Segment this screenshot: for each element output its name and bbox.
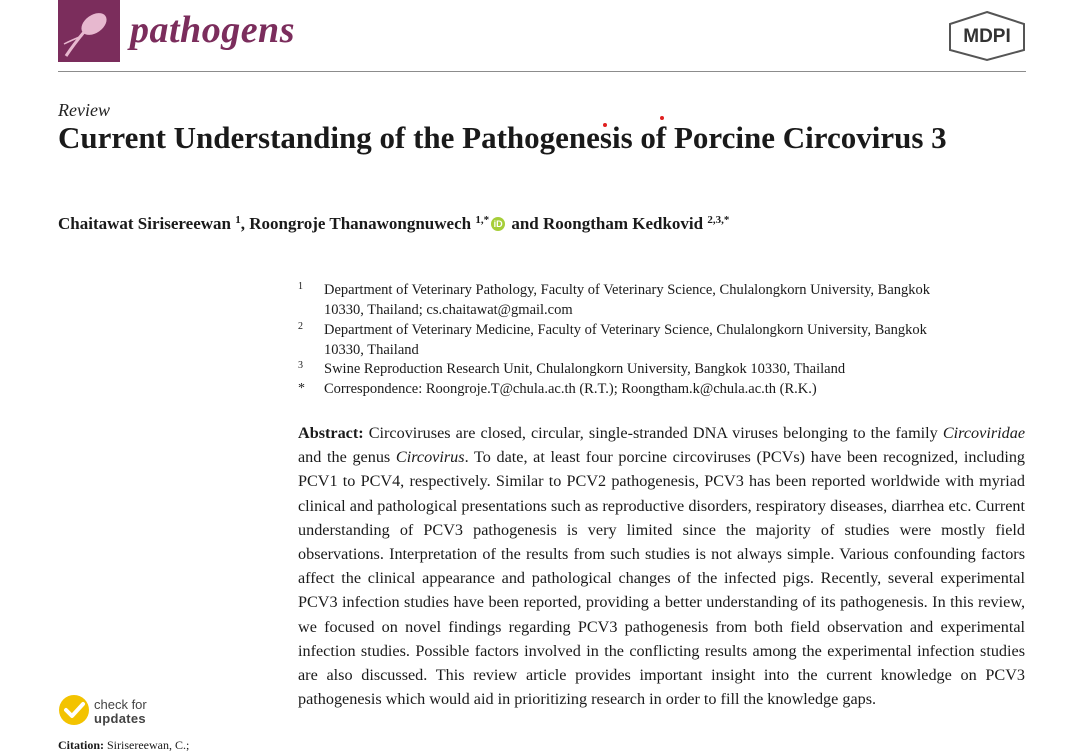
journal-logo — [58, 0, 120, 62]
article-title: Current Understanding of the Pathogenesis of Porcine Circovirus 3 — [58, 120, 947, 155]
author-name[interactable]: Chaitawat Sirisereewan — [58, 214, 231, 233]
check-updates-icon — [58, 694, 90, 726]
affiliation-marker: 2 — [298, 321, 303, 332]
author-name[interactable]: Roongroje Thanawongnuwech — [249, 214, 472, 233]
check-updates-line1[interactable]: check for — [94, 697, 147, 712]
affiliation-marker: 3 — [298, 360, 303, 371]
author-list — [58, 214, 729, 234]
header-divider — [58, 71, 1026, 72]
author-separator: , — [240, 214, 250, 233]
abstract-text: . To date, at least four porcine circoviruses (PCVs) have been recognized, including PCV1 to PCV4, respectively. Similar to PCV2 pathogenesis, PCV3 has been reported worldwide with myriad clinical and pathological presentations such as reproductive disorders, respiratory diseases, diarrhea etc. Current understanding of PCV3 pathogenesis is very limited since the majority of studies were mostly field observations. Interpretation of the results from such studies is not always simple. Various confounding factors affect the clinical appearance and pathological changes of the infected pigs. Recently, several experimental PCV3 infection studies have been reported, providing a better understanding of its pathogenesis. In this review, we focused on novel findings regarding PCV3 pathogenesis from both field observation and experimental infection studies. Possible factors involved in the conflicting results among the experimental infection studies are also discussed. This review article provides important insight into the current knowledge on PCV3 pathogenesis which would aid in prioritizing research in order to fill the knowledge gaps. — [298, 448, 1026, 709]
affiliation-text: Swine Reproduction Research Unit, Chulalongkorn University, Bangkok 10330, Thailand — [324, 361, 846, 377]
abstract-text: Circoviruses are closed, circular, single-stranded DNA viruses belonging to the family — [368, 424, 938, 442]
correspondence-text: Correspondence: Roongroje.T@chula.ac.th (R.T.); Roongtham.k@chula.ac.th (R.K.) — [324, 381, 817, 397]
affiliation-text: Department of Veterinary Medicine, Faculty of Veterinary Science, Chulalongkorn University, Bangkok 10330, Thailand — [324, 322, 927, 358]
publisher-name: MDPI — [963, 26, 1011, 47]
pathogen-logo-icon — [58, 0, 120, 62]
author-affiliation-marker: 1 — [235, 214, 241, 226]
abstract-label: Abstract: — [298, 424, 364, 442]
abstract-text: and the genus — [298, 448, 391, 467]
citation-label: Citation: — [58, 738, 104, 752]
orcid-icon[interactable]: iD — [491, 217, 505, 231]
author-affiliation-marker: 1,* — [475, 214, 490, 226]
check-for-updates-badge[interactable] — [58, 694, 90, 731]
abstract — [298, 421, 1025, 711]
citation — [58, 738, 189, 753]
author-name[interactable]: Roongtham Kedkovid — [543, 214, 704, 233]
citation-text: Sirisereewan, C.; — [107, 738, 190, 752]
journal-name: pathogens — [130, 9, 295, 51]
abstract-family: Circoviridae — [942, 424, 1025, 442]
article-type: Review — [58, 100, 110, 120]
abstract-genus: Circovirus — [395, 448, 465, 467]
affiliation-marker: 1 — [298, 281, 303, 292]
affiliation-marker: * — [298, 381, 305, 396]
author-affiliation-marker: 2,3,* — [707, 214, 730, 226]
affiliation-text: Department of Veterinary Pathology, Faculty of Veterinary Science, Chulalongkorn University, Bangkok 10330, Thailand; cs.chaitawat@gmail.com — [324, 282, 931, 318]
author-conjunction: and — [507, 214, 543, 233]
publisher-logo — [946, 10, 1028, 67]
check-updates-line2[interactable]: updates — [94, 711, 146, 726]
